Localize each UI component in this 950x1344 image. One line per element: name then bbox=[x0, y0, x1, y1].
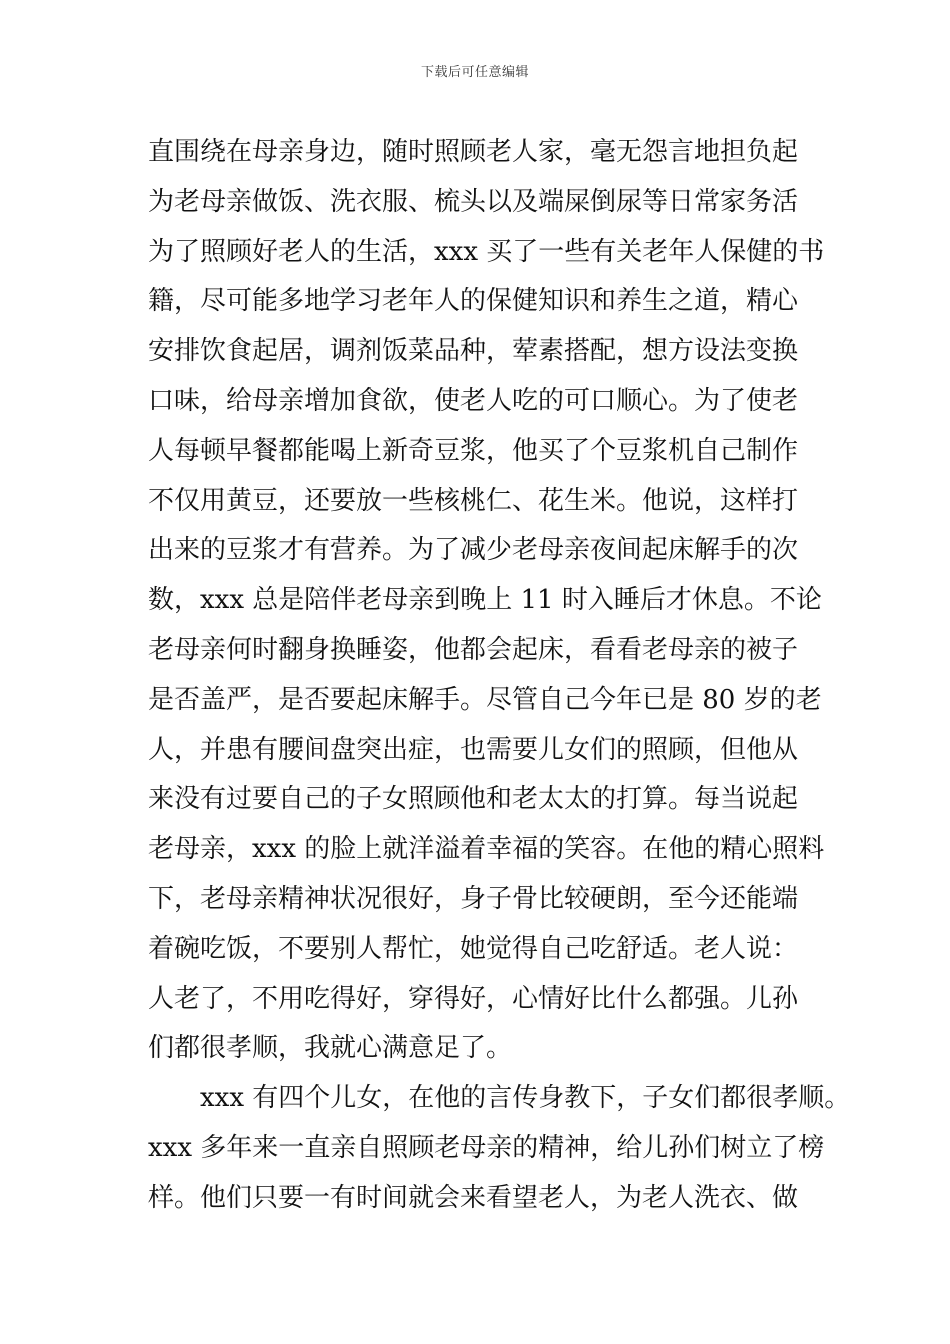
text-line: 数，xxx 总是陪伴老母亲到晚上 11 时入睡后才休息。不论 bbox=[148, 585, 822, 616]
text-line: 人每顿早餐都能喝上新奇豆浆，他买了个豆浆机自己制作 bbox=[148, 435, 799, 466]
text-line: 人，并患有腰间盘突出症，也需要儿女们的照顾，但他从 bbox=[148, 734, 799, 765]
text-line: 为老母亲做饭、洗衣服、梳头以及端屎倒尿等日常家务活 bbox=[148, 186, 799, 217]
text-line: 老母亲何时翻身换睡姿，他都会起床，看看老母亲的被子 bbox=[148, 634, 799, 665]
text-line: 下，老母亲精神状况很好，身子骨比较硬朗，至今还能端 bbox=[148, 883, 799, 914]
text-line: xxx 多年来一直亲自照顾老母亲的精神，给儿孙们树立了榜 bbox=[148, 1132, 825, 1163]
document-body bbox=[148, 128, 851, 1224]
paragraph-2 bbox=[148, 1074, 851, 1223]
text-line: 直围绕在母亲身边，随时照顾老人家，毫无怨言地担负起 bbox=[148, 137, 799, 167]
text-line: 着碗吃饭，不要别人帮忙，她觉得自己吃舒适。老人说： bbox=[148, 933, 799, 964]
text-line: 口味，给母亲增加食欲，使老人吃的可口顺心。为了使老 bbox=[148, 385, 799, 416]
paragraph-1 bbox=[148, 128, 828, 1074]
text-line: 们都很孝顺，我就心满意足了。 bbox=[148, 1033, 513, 1064]
text-line: 不仅用黄豆，还要放一些核桃仁、花生米。他说，这样打 bbox=[148, 485, 799, 516]
page-header: 下载后可任意编辑 bbox=[420, 65, 529, 80]
text-line: 籍，尽可能多地学习老年人的保健知识和养生之道，精心 bbox=[148, 286, 799, 317]
text-line: 为了照顾好老人的生活，xxx 买了一些有关老年人保健的书 bbox=[148, 236, 825, 267]
text-line: 安排饮食起居，调剂饭菜品种，荤素搭配，想方设法变换 bbox=[148, 336, 799, 367]
text-line: 老母亲，xxx 的脸上就洋溢着幸福的笑容。在他的精心照料 bbox=[148, 834, 825, 865]
text-line: 来没有过要自己的子女照顾他和老太太的打算。每当说起 bbox=[148, 784, 799, 815]
text-line: xxx 有四个儿女，在他的言传身教下，子女们都很孝顺。 bbox=[200, 1083, 851, 1114]
text-line: 人老了，不用吃得好，穿得好，心情好比什么都强。儿孙 bbox=[148, 983, 799, 1014]
text-line: 样。他们只要一有时间就会来看望老人，为老人洗衣、做 bbox=[148, 1182, 799, 1213]
text-line: 出来的豆浆才有营养。为了减少老母亲夜间起床解手的次 bbox=[148, 535, 799, 566]
text-line: 是否盖严，是否要起床解手。尽管自己今年已是 80 岁的老 bbox=[148, 684, 822, 715]
